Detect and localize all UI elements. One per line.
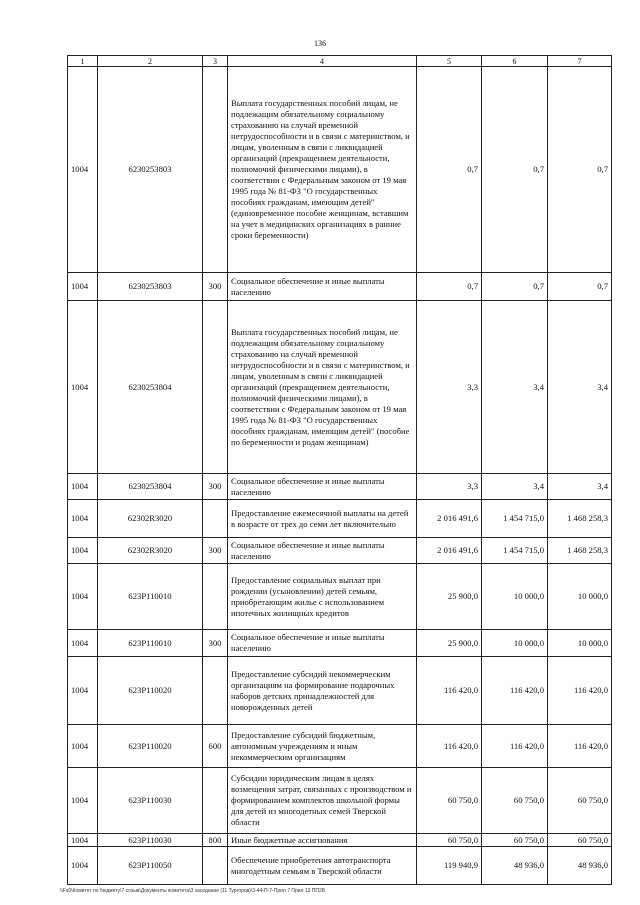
target-article-code: 6230253803	[98, 67, 203, 273]
amount-col7: 116 420,0	[548, 657, 612, 725]
row-description: Предоставление субсидий бюджетным, автономным учреждениям и иным некоммерческим организациям	[228, 725, 417, 768]
row-description: Субсидии юридическим лицам в целях возмещения затрат, связанных с производством и формированием комплектов школьной формы для детей из многодетных семей Тверской области	[228, 768, 417, 834]
amount-col5: 0,7	[417, 273, 482, 301]
target-article-code: 623P110010	[98, 564, 203, 630]
amount-col7: 60 750,0	[548, 834, 612, 847]
amount-col7: 60 750,0	[548, 768, 612, 834]
amount-col5: 25 900,0	[417, 630, 482, 657]
section-code: 1004	[68, 768, 98, 834]
expense-type-code: 800	[203, 834, 228, 847]
amount-col5: 60 750,0	[417, 834, 482, 847]
amount-col5: 116 420,0	[417, 657, 482, 725]
amount-col6: 10 000,0	[482, 630, 548, 657]
amount-col6: 0,7	[482, 67, 548, 273]
amount-col6: 3,4	[482, 474, 548, 500]
amount-col7: 3,4	[548, 301, 612, 474]
target-article-code: 623P110020	[98, 657, 203, 725]
row-description: Социальное обеспечение и иные выплаты населению	[228, 538, 417, 564]
column-header: 3	[203, 56, 228, 67]
amount-col5: 2 016 491,6	[417, 500, 482, 538]
table-row	[68, 834, 612, 847]
section-code: 1004	[68, 630, 98, 657]
target-article-code: 62302R3020	[98, 500, 203, 538]
amount-col5: 0,7	[417, 67, 482, 273]
amount-col7: 0,7	[548, 67, 612, 273]
target-article-code: 623P110030	[98, 834, 203, 847]
table-row	[68, 630, 612, 657]
amount-col5: 119 940,9	[417, 847, 482, 885]
amount-col7: 0,7	[548, 273, 612, 301]
table-row	[68, 847, 612, 885]
expense-type-code	[203, 67, 228, 273]
amount-col7: 1 468 258,3	[548, 500, 612, 538]
amount-col7: 10 000,0	[548, 630, 612, 657]
table-row	[68, 301, 612, 474]
row-description: Предоставление социальных выплат при рождении (усыновлении) детей семьям, приобретающим жилье с использованием ипотечных жилищных кредитов	[228, 564, 417, 630]
table-row	[68, 474, 612, 500]
row-description: Обеспечение приобретения автотранспорта многодетным семьям в Тверской области	[228, 847, 417, 885]
expense-type-code	[203, 847, 228, 885]
expense-type-code	[203, 500, 228, 538]
section-code: 1004	[68, 834, 98, 847]
row-description: Выплата государственных пособий лицам, не подлежащим обязательному социальному страхованию на случай временной нетрудоспособности и в связи с материнством, и лицам, уволенным в связи с ликвидацией организаций (прекращением деятельности, полномочий физическими лицами), в соответствии с Федеральным законом от 19 мая 1995 года № 81-ФЗ "О государственных пособиях гражданам, имеющим детей" (единовременное пособие женщинам, вставшим на учет в медицинских организациях в ранние сроки беременности)	[228, 67, 417, 273]
amount-col6: 0,7	[482, 273, 548, 301]
table-row	[68, 273, 612, 301]
budget-table	[67, 55, 612, 885]
amount-col6: 48 936,0	[482, 847, 548, 885]
amount-col7: 48 936,0	[548, 847, 612, 885]
section-code: 1004	[68, 657, 98, 725]
row-description: Социальное обеспечение и иные выплаты населению	[228, 273, 417, 301]
row-description: Выплата государственных пособий лицам, не подлежащим обязательному социальному страхованию на случай временной нетрудоспособности и в связи с материнством, и лицам, уволенным в связи с ликвидацией организаций (прекращением деятельности, полномочий физическими лицами), в соответствии с Федеральным законом от 19 мая 1995 года № 81-ФЗ "О государственных пособиях гражданам, имеющим детей" (пособие по беременности и родам женщинам)	[228, 301, 417, 474]
table-row	[68, 725, 612, 768]
amount-col6: 116 420,0	[482, 725, 548, 768]
amount-col5: 2 016 491,6	[417, 538, 482, 564]
table-row	[68, 657, 612, 725]
amount-col6: 3,4	[482, 301, 548, 474]
section-code: 1004	[68, 564, 98, 630]
table-row	[68, 538, 612, 564]
amount-col7: 10 000,0	[548, 564, 612, 630]
target-article-code: 6230253804	[98, 301, 203, 474]
column-number-row	[68, 56, 612, 67]
amount-col5: 116 420,0	[417, 725, 482, 768]
table-row	[68, 500, 612, 538]
section-code: 1004	[68, 847, 98, 885]
expense-type-code: 300	[203, 474, 228, 500]
expense-type-code: 300	[203, 538, 228, 564]
expense-type-code: 600	[203, 725, 228, 768]
expense-type-code	[203, 768, 228, 834]
column-header: 1	[68, 56, 98, 67]
amount-col5: 3,3	[417, 301, 482, 474]
amount-col6: 60 750,0	[482, 834, 548, 847]
column-header: 2	[98, 56, 203, 67]
expense-type-code	[203, 301, 228, 474]
expense-type-code	[203, 564, 228, 630]
row-description: Социальное обеспечение и иные выплаты населению	[228, 474, 417, 500]
column-header: 5	[417, 56, 482, 67]
amount-col6: 1 454 715,0	[482, 500, 548, 538]
amount-col7: 3,4	[548, 474, 612, 500]
target-article-code: 62302R3020	[98, 538, 203, 564]
amount-col5: 60 750,0	[417, 768, 482, 834]
target-article-code: 623P110010	[98, 630, 203, 657]
file-path-footer: \\Fs0\Комитет по бюджету\7 созыв\Документы комитета\3 заседание (11 Тургоров)\3-44-П-7-Прил 7 Прил 13 ПП2В	[60, 888, 326, 894]
row-description: Иные бюджетные ассигнования	[228, 834, 417, 847]
page-number: 136	[314, 39, 326, 48]
section-code: 1004	[68, 538, 98, 564]
expense-type-code: 300	[203, 273, 228, 301]
target-article-code: 623P110050	[98, 847, 203, 885]
section-code: 1004	[68, 273, 98, 301]
row-description: Предоставление ежемесячной выплаты на детей в возрасте от трех до семи лет включительно	[228, 500, 417, 538]
section-code: 1004	[68, 67, 98, 273]
table-row	[68, 768, 612, 834]
section-code: 1004	[68, 301, 98, 474]
amount-col6: 60 750,0	[482, 768, 548, 834]
row-description: Социальное обеспечение и иные выплаты населению	[228, 630, 417, 657]
column-header: 4	[228, 56, 417, 67]
amount-col7: 1 468 258,3	[548, 538, 612, 564]
target-article-code: 6230253803	[98, 273, 203, 301]
section-code: 1004	[68, 725, 98, 768]
amount-col5: 25 900,0	[417, 564, 482, 630]
amount-col6: 10 000,0	[482, 564, 548, 630]
table-row	[68, 564, 612, 630]
amount-col5: 3,3	[417, 474, 482, 500]
target-article-code: 623P110020	[98, 725, 203, 768]
column-header: 6	[482, 56, 548, 67]
expense-type-code	[203, 657, 228, 725]
amount-col6: 116 420,0	[482, 657, 548, 725]
target-article-code: 623P110030	[98, 768, 203, 834]
amount-col7: 116 420,0	[548, 725, 612, 768]
row-description: Предоставление субсидий некоммерческим организациям на формирование подарочных наборов детских принадлежностей для новорожденных детей	[228, 657, 417, 725]
column-header: 7	[548, 56, 612, 67]
amount-col6: 1 454 715,0	[482, 538, 548, 564]
section-code: 1004	[68, 500, 98, 538]
section-code: 1004	[68, 474, 98, 500]
target-article-code: 6230253804	[98, 474, 203, 500]
table-row	[68, 67, 612, 273]
expense-type-code: 300	[203, 630, 228, 657]
